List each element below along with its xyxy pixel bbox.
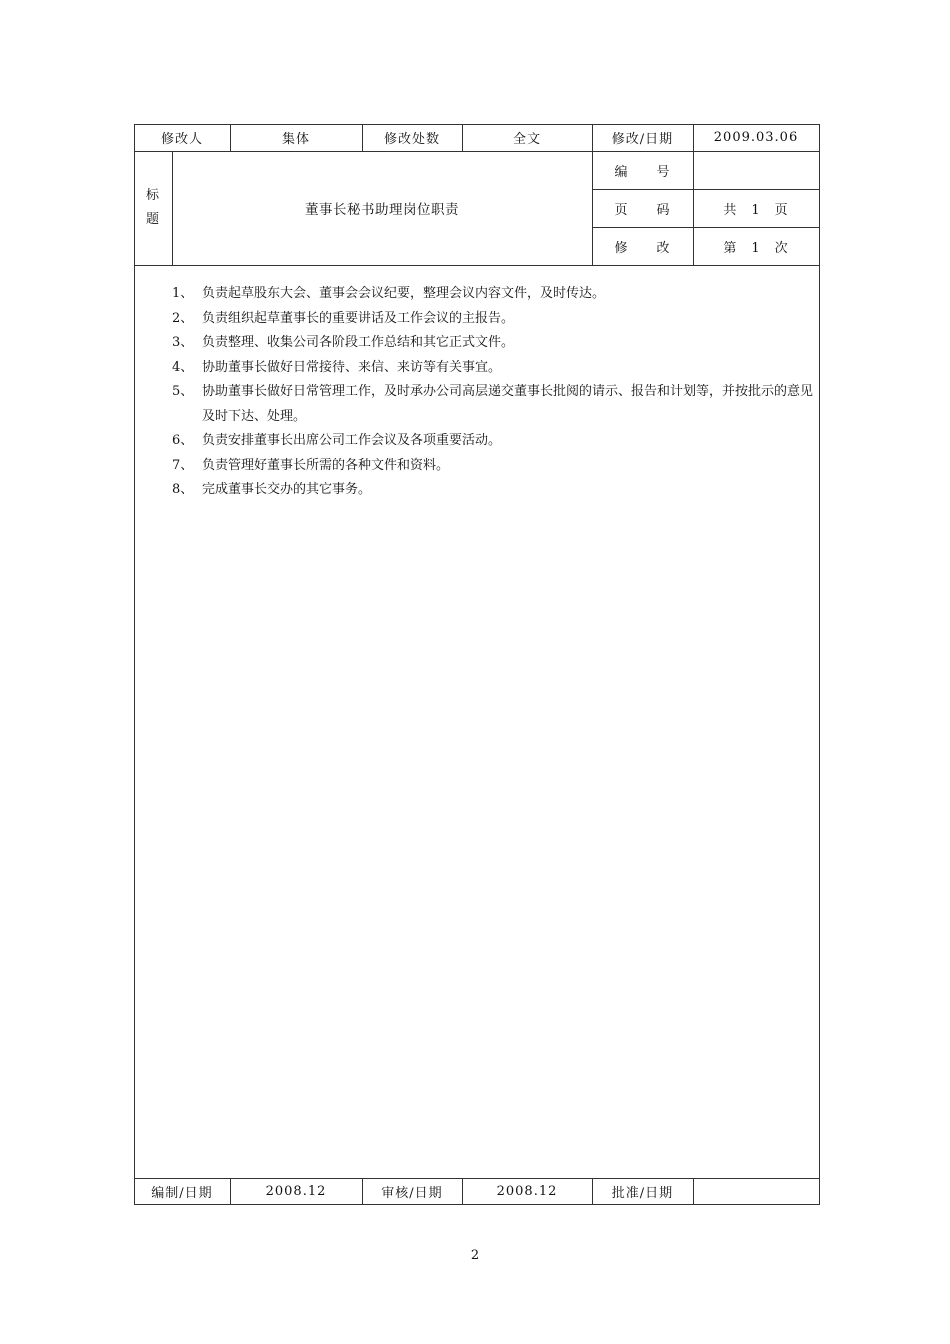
item-text: 负责整理、收集公司各阶段工作总结和其它正式文件。 [202,335,515,350]
title-label-char-1: 标 [145,188,160,203]
modifier-value: 集体 [281,132,310,147]
list-item [172,454,814,479]
page-count-label: 页 码 [614,202,671,218]
revision-value: 第 1 次 [723,240,789,256]
list-item [172,282,814,307]
item-number: 1、 [172,286,194,301]
title-label [134,151,172,265]
mod-count-label: 修改处数 [383,132,440,147]
list-item [172,478,814,503]
item-number: 8、 [172,482,194,497]
title-label-char-2: 题 [145,212,160,227]
list-item [172,307,814,332]
item-number: 4、 [172,359,194,375]
item-text: 协助董事长做好日常管理工作，及时承办公司高层递交董事长批阅的请示、报告和计划等，并按批示的意见及时下达、处理。 [202,384,814,424]
item-text: 负责起草股东大会、董事会会议纪要，整理会议内容文件，及时传达。 [202,286,606,301]
table-border-bottom [134,1204,820,1205]
table-border-left [134,124,135,1205]
mod-count-value: 全文 [512,132,541,147]
item-number: 5、 [172,384,194,399]
page-number: 2 [470,1248,480,1263]
item-number: 7、 [172,457,194,473]
item-number: 2、 [172,310,194,326]
item-number: 3、 [172,335,194,350]
item-text: 负责安排董事长出席公司工作会议及各项重要活动。 [202,433,502,448]
mod-date-label: 修改/日期 [611,132,674,147]
approve-label: 批准/日期 [611,1185,674,1201]
compile-label: 编制/日期 [151,1185,213,1201]
table-border-right [819,124,820,1205]
number-label: 编 号 [614,164,671,180]
item-number: 6、 [172,433,194,448]
item-text: 完成董事长交办的其它事务。 [202,482,372,497]
list-item [172,429,814,454]
item-text: 负责管理好董事长所需的各种文件和资料。 [202,457,450,473]
page-count-value: 共 1 页 [723,202,789,218]
item-text: 协助董事长做好日常接待、来信、来访等有关事宜。 [202,359,502,375]
approve-value [693,1178,819,1204]
compile-value: 2008.12 [265,1183,327,1199]
duties-list [172,282,814,503]
document-title: 董事长秘书助理岗位职责 [305,202,459,218]
list-item [172,380,814,429]
list-item [172,331,814,356]
title-block-bottom [134,265,820,266]
item-text: 负责组织起草董事长的重要讲话及工作会议的主报告。 [202,310,515,326]
mod-date-value: 2009.03.06 [713,130,799,145]
review-label: 审核/日期 [381,1185,443,1201]
review-value: 2008.12 [496,1183,558,1199]
modifier-label: 修改人 [160,132,203,147]
revision-label: 修 改 [614,240,671,256]
list-item [172,356,814,381]
number-value [693,151,819,189]
